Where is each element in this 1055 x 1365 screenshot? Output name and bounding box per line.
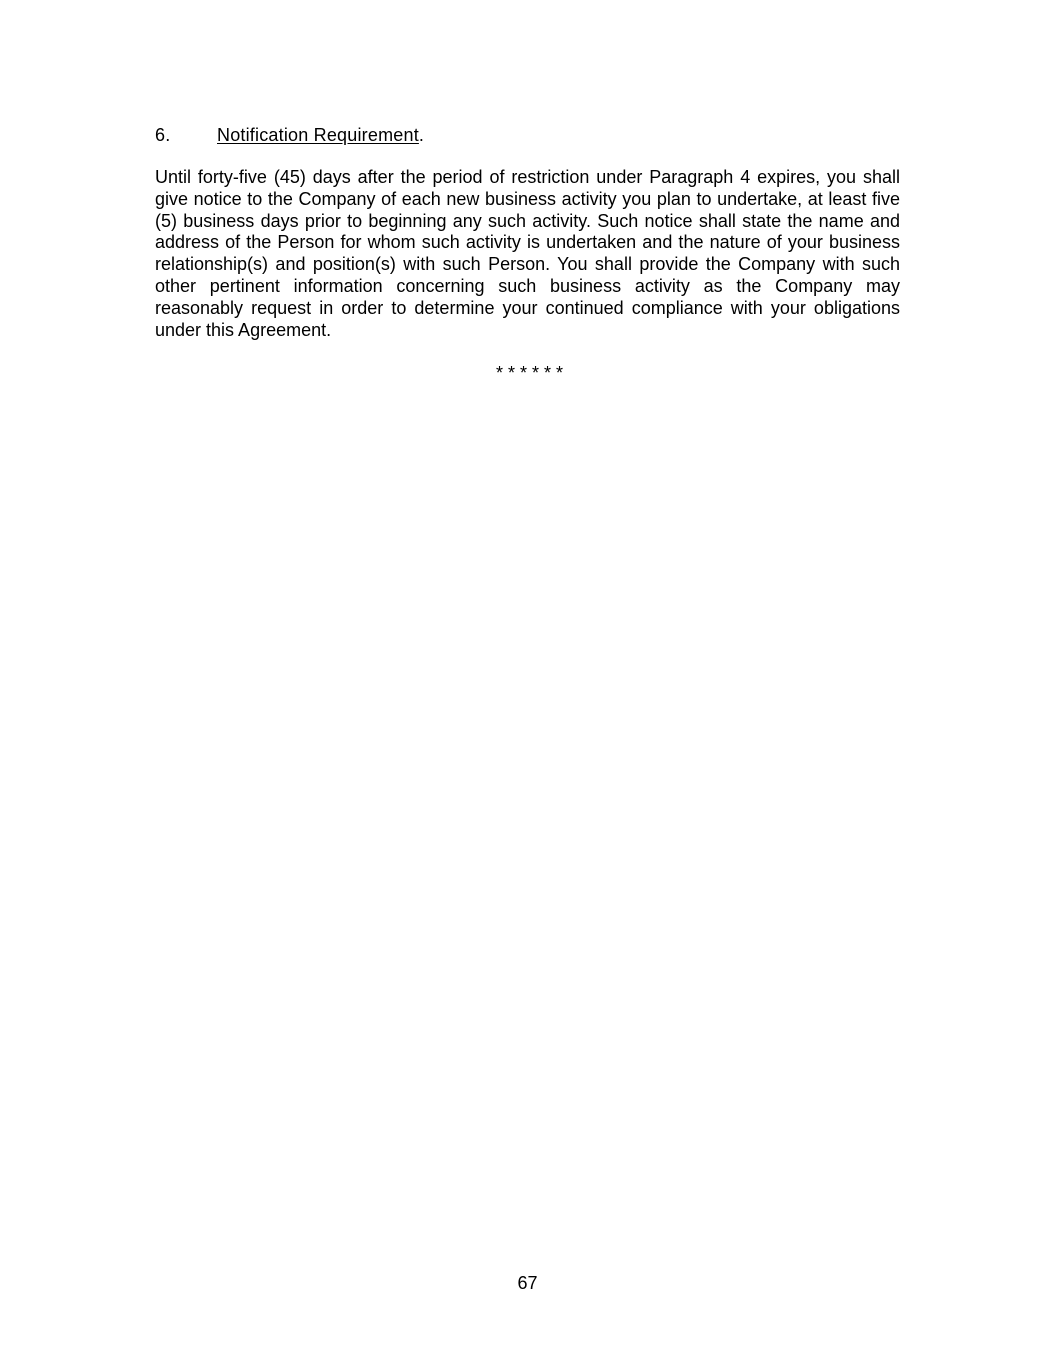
section-title-suffix: . [418, 125, 425, 145]
page-number: 67 [517, 1273, 538, 1293]
body-paragraph: Until forty-five (45) days after the period of restriction under Paragraph 4 expires, you shall give notice to the Company of each new business activity you plan to undertake, at least five (5) business days prior to beginning any such activity. Such notice shall state the name and address of the Person for whom such activity is undertaken and the nature of your business relationship(s) and position(s) with such Person. You shall provide the Company with such other pertinent information concerning such business activity as the Company may reasonably request in order to determine your continued compliance with your obligations under this Agreement. [155, 167, 900, 340]
section-heading [155, 124, 900, 146]
section-title: Notification Requirement [217, 125, 419, 145]
section-separator: * * * * * * [495, 363, 564, 383]
section-number: 6. [155, 125, 171, 145]
